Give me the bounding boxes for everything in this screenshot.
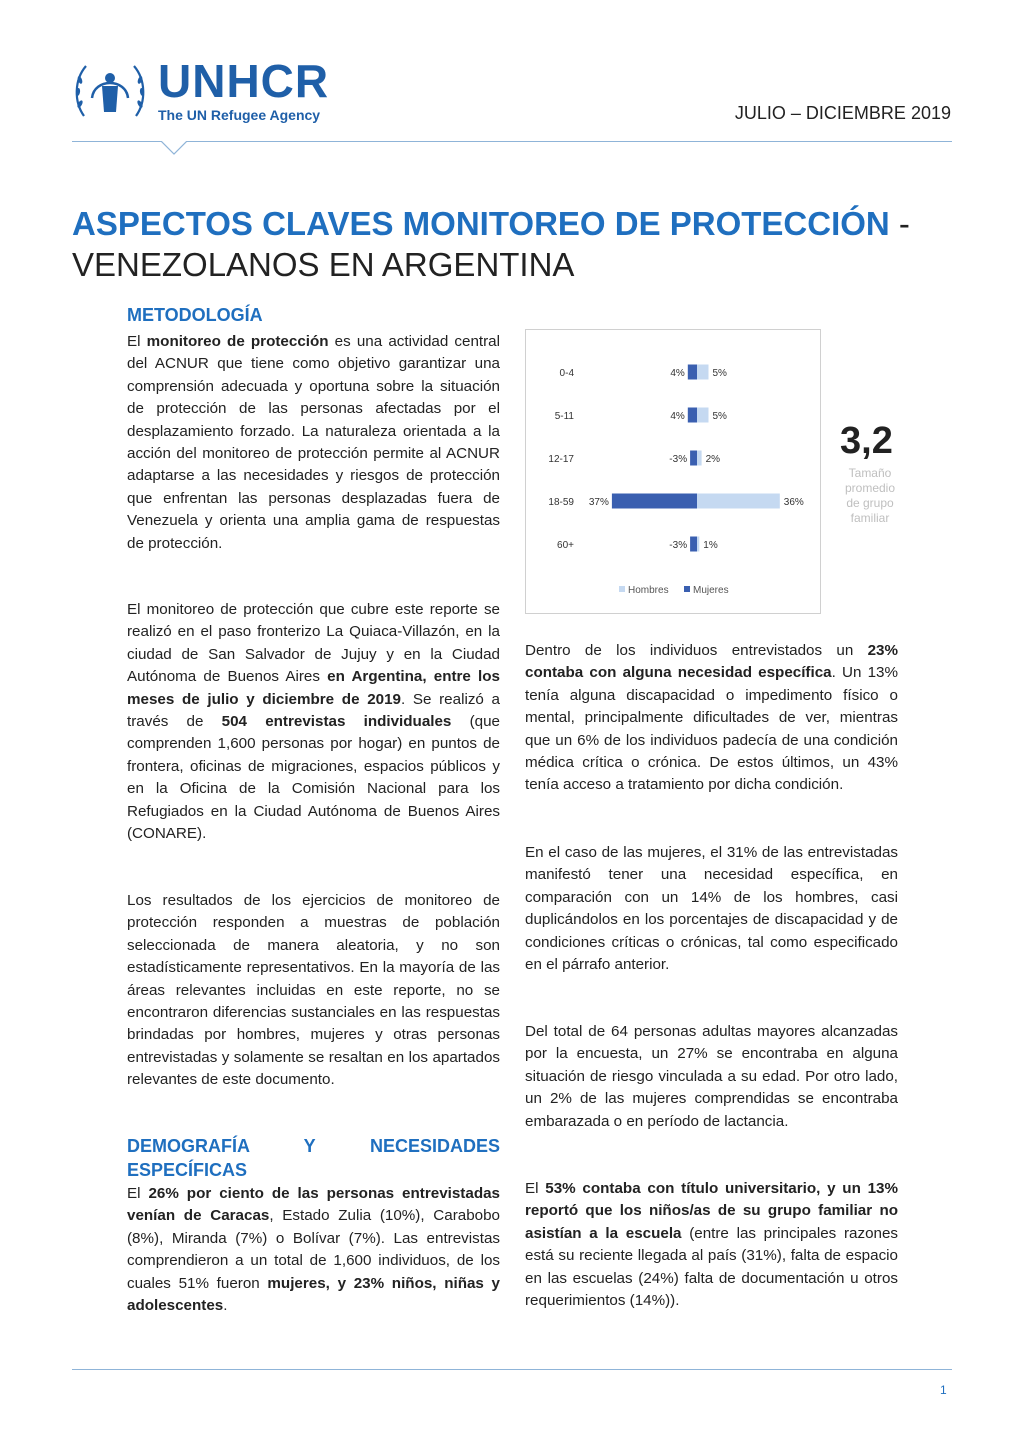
text-run: El <box>525 1180 546 1197</box>
bold-text: monitoreo de protección <box>146 333 329 350</box>
text-run: Dentro de los individuos entrevistados un <box>525 642 868 659</box>
paragraph-needs-1 <box>525 640 898 797</box>
bar-hombres <box>697 408 709 423</box>
text-run: (que comprenden 1,600 personas por hogar) en puntos de frontera, oficinas de migraciones, espacios públicos y en la Oficina de la Comisión Nacional para los Refugiados en la Ciudad Autónoma de Buenos Aires (CONARE). <box>127 713 500 843</box>
paragraph-metodologia-1 <box>127 331 500 555</box>
org-name: UNHCR <box>158 55 330 107</box>
age-category-label: 18-59 <box>548 497 574 508</box>
bar-hombres <box>697 451 702 466</box>
bar-mujeres <box>688 365 697 380</box>
unhcr-emblem-icon <box>72 58 148 122</box>
bar-mujeres <box>688 408 697 423</box>
page-subtitle: VENEZOLANOS EN ARGENTINA <box>72 246 575 283</box>
bold-text: 53% contaba con título universitario, y un 13% reportó que los niños/as de su grupo familiar no asistían a la escuela <box>525 1180 899 1242</box>
bold-text: 504 entrevistas individuales <box>221 713 452 731</box>
page-number: 1 <box>940 1383 947 1397</box>
age-gender-chart <box>525 329 821 614</box>
age-category-label: 5-11 <box>554 411 574 422</box>
family-size-value: 3,2 <box>840 420 893 462</box>
page-title-main: ASPECTOS CLAVES MONITOREO DE PROTECCIÓN <box>72 205 890 242</box>
age-category-label: 0-4 <box>559 368 574 379</box>
text-run: (entre las principales razones está su reciente llegada al país (31%), falta de espacio en las escuelas (24%) falta de documentación u otros requerimientos (14%)). <box>525 1224 899 1310</box>
legend-swatch-mujeres <box>684 586 690 592</box>
data-label-mujeres: -3% <box>669 540 688 551</box>
data-label-hombres: 36% <box>783 497 804 508</box>
page-title <box>72 205 910 243</box>
family-size-caption: Tamaño promedio de grupo familiar <box>844 466 896 525</box>
data-label-mujeres: 4% <box>670 411 685 422</box>
data-label-mujeres: -3% <box>669 454 688 465</box>
text-run: El <box>127 333 147 350</box>
org-tagline: The UN Refugee Agency <box>158 107 321 123</box>
text-run: . Se realizó a través de <box>127 690 500 731</box>
footer-divider <box>72 1369 952 1370</box>
paragraph-metodologia-2 <box>127 599 500 845</box>
bar-mujeres <box>690 451 697 466</box>
data-label-mujeres: 4% <box>670 368 685 379</box>
text-run: . <box>223 1297 228 1315</box>
text-run: Los resultados de los ejercicios de monitoreo de protección responden a muestras de población seleccionada de manera aleatoria, y no son estadísticamente representativos. En la mayoría de las áreas relevantes incluidas en este reporte, no se encontraron diferencias sustanciales en las respuestas brindadas por hombres, mujeres y otras personas entrevistadas y solamente se resaltan en los apartados relevantes de este documento. <box>127 892 500 1089</box>
legend-label-mujeres: Mujeres <box>693 585 729 596</box>
text-run: Del total de 64 personas adultas mayores alcanzadas por la encuesta, un 27% se encontraba en alguna situación de riesgo vinculada a su edad. Por otro lado, un 2% de las mujeres comprendidas se encontraba embarazada o en período de lactancia. <box>525 1023 898 1130</box>
bold-text: 23% contaba con alguna necesidad específica <box>525 642 898 682</box>
text-run: En el caso de las mujeres, el 31% de las entrevistadas manifestó tener una necesidad específica, en comparación con un 14% de los hombres, casi duplicándolos en los porcentajes de discapacidad y de condiciones críticas o crónicas, tal como especificado en el párrafo anterior. <box>525 844 898 974</box>
bar-mujeres <box>612 494 697 509</box>
header-divider <box>72 141 952 142</box>
text-run: El <box>127 1185 149 1202</box>
bar-hombres <box>697 537 699 552</box>
paragraph-metodologia-3 <box>127 890 500 1092</box>
bar-hombres <box>697 365 709 380</box>
age-category-label: 12-17 <box>548 454 574 465</box>
paragraph-needs-4 <box>525 1178 898 1312</box>
paragraph-needs-3 <box>525 1021 898 1133</box>
bold-text: mujeres, y 23% niños, niñas y adolescentes <box>127 1274 500 1315</box>
bold-text: 26% por ciento de las personas entrevistadas venían de Caracas <box>127 1185 500 1225</box>
page-title-dash: - <box>889 205 910 242</box>
legend-label-hombres: Hombres <box>628 585 669 596</box>
text-run: El monitoreo de protección que cubre este reporte se realizó en el paso fronterizo La Quiaca-Villazón, en la ciudad de San Salvador de Jujuy y en la Ciudad Autónoma de Buenos Aires <box>127 601 500 686</box>
bar-mujeres <box>690 537 697 552</box>
header-notch <box>161 141 187 155</box>
age-gender-chart-svg <box>526 330 820 613</box>
legend-swatch-hombres <box>619 586 625 592</box>
section-heading-metodologia: METODOLOGÍA <box>127 305 263 325</box>
bold-text: en Argentina, entre los meses de julio y diciembre de 2019 <box>127 668 501 708</box>
data-label-hombres: 2% <box>705 454 721 465</box>
data-label-mujeres: 37% <box>588 497 609 508</box>
text-run: , Estado Zulia (10%), Carabobo (8%), Miranda (7%) o Bolívar (7%). Las entrevistas comprendieron a un total de 1,600 individuos, de los cuales 51% fueron <box>127 1207 500 1292</box>
paragraph-needs-2 <box>525 842 898 976</box>
text-run: . Un 13% tenía alguna discapacidad o impedimento físico o mental, principalmente dificultades de ver, mientras que un 6% de los individuos padecía de una condición médica crítica o crónica. De estos últimos, un 43% tenía acceso a tratamiento por dicha condición. <box>525 664 898 794</box>
data-label-hombres: 1% <box>703 540 718 551</box>
data-label-hombres: 5% <box>712 368 727 379</box>
text-run: es una actividad central del ACNUR que tiene como objetivo garantizar una comprensión adecuada y oportuna sobre la situación de protección de las personas afectadas por el desplazamiento forzado. La naturaleza orientada a la acción del monitoreo de protección permite al ACNUR adaptarse a las necesidades y riesgos de protección que enfrentan las personas desplazadas fuera de Venezuela y orienta una amplia gama de respuestas de protección. <box>127 333 501 552</box>
age-category-label: 60+ <box>557 540 574 551</box>
data-label-hombres: 5% <box>712 411 727 422</box>
section-heading-demografia: DEMOGRAFÍA Y NECESIDADES ESPECÍFICAS <box>127 1136 500 1180</box>
paragraph-demografia-1 <box>127 1183 500 1317</box>
bar-hombres <box>697 494 780 509</box>
report-period: JULIO – DICIEMBRE 2019 <box>734 103 951 123</box>
